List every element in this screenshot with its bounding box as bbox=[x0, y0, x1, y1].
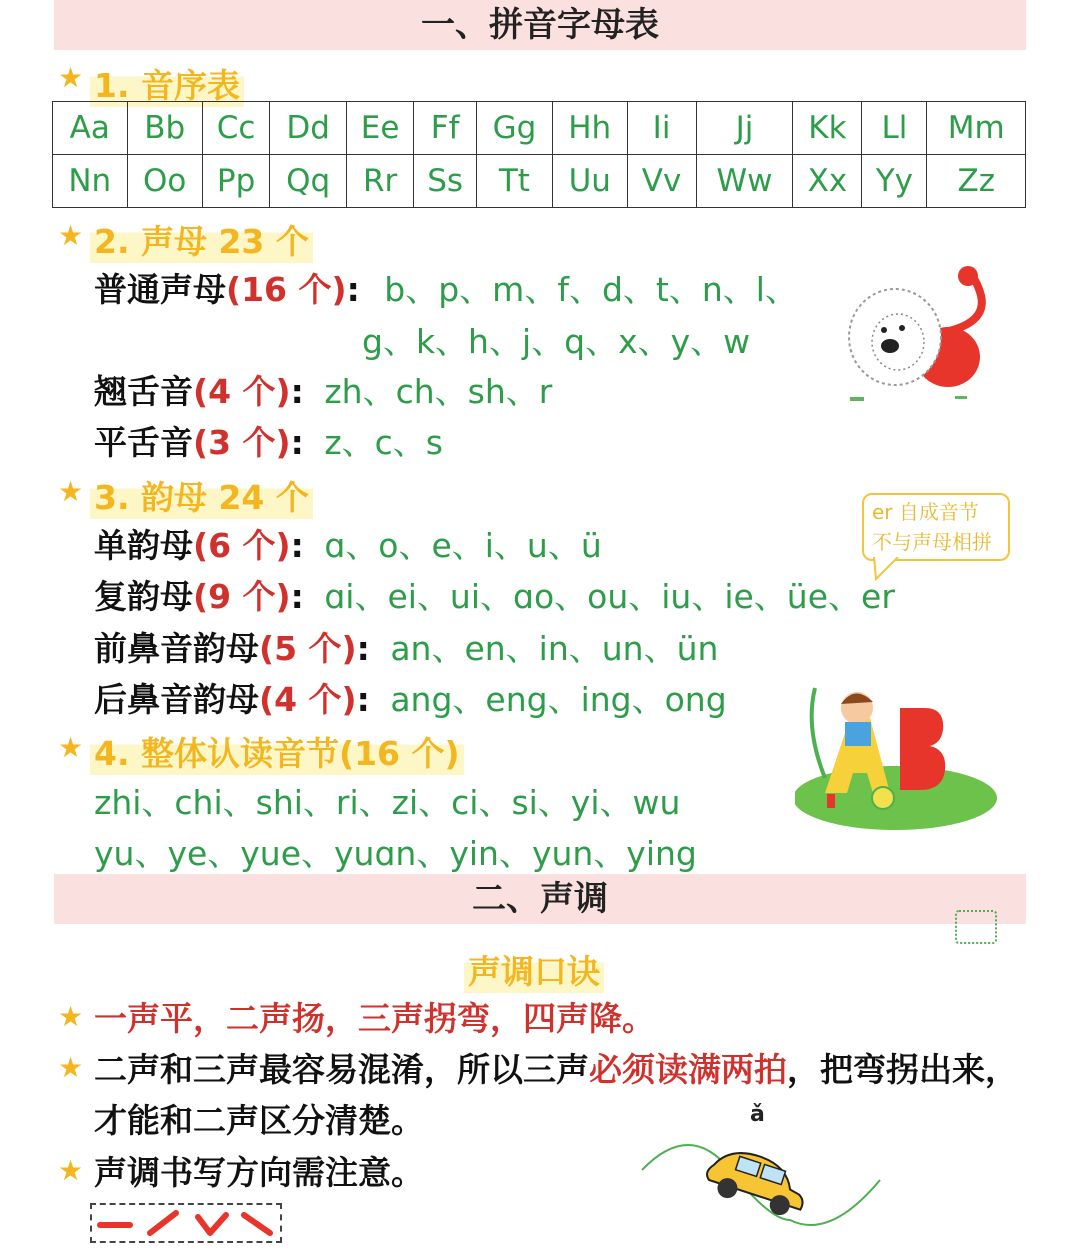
section2-title: 二、声调 bbox=[472, 879, 608, 919]
tone-line3: 才能和二声区分清楚。 bbox=[94, 1101, 424, 1140]
alphabet-cell: Ll bbox=[862, 102, 927, 155]
alphabet-cell: Vv bbox=[627, 155, 696, 208]
common-initials-line1: b、p、m、f、d、t、n、l、 bbox=[384, 270, 798, 309]
alphabet-cell: Ee bbox=[346, 102, 413, 155]
front-nasal-count: (5 个) bbox=[259, 629, 357, 668]
retroflex-row bbox=[94, 370, 552, 414]
dotted-box-decoration bbox=[955, 910, 997, 944]
alphabet-cell: Bb bbox=[127, 102, 202, 155]
alphabet-cell: Ww bbox=[696, 155, 793, 208]
back-nasal-row bbox=[94, 678, 727, 722]
retroflex-label: 翘舌音 bbox=[94, 372, 193, 411]
alphabet-cell: Ii bbox=[627, 102, 696, 155]
alphabet-cell: Zz bbox=[927, 155, 1026, 208]
flat-label: 平舌音 bbox=[94, 423, 193, 462]
alphabet-cell: Yy bbox=[862, 155, 927, 208]
bubble-line1: er 自成音节 bbox=[872, 500, 979, 524]
alphabet-table bbox=[52, 101, 1026, 208]
alphabet-cell: Oo bbox=[127, 155, 202, 208]
star-icon: ★ bbox=[58, 475, 84, 508]
compound-finals-row bbox=[94, 575, 895, 619]
alphabet-cell: Ff bbox=[414, 102, 477, 155]
tone-rhyme-title: 声调口诀 bbox=[464, 946, 604, 993]
front-nasal-row bbox=[94, 627, 718, 671]
star-icon: ★ bbox=[58, 1051, 84, 1084]
alphabet-cell: Mm bbox=[927, 102, 1026, 155]
alphabet-cell: Pp bbox=[202, 155, 269, 208]
alphabet-cell: Rr bbox=[346, 155, 413, 208]
compound-finals-count: (9 个) bbox=[193, 577, 291, 616]
alphabet-cell: Tt bbox=[476, 155, 552, 208]
back-nasal-label: 后鼻音韵母 bbox=[94, 680, 259, 719]
boy-letters-illustration bbox=[795, 668, 1000, 833]
back-nasal-value: ang、eng、ing、ong bbox=[390, 680, 727, 719]
item4-title: 4. 整体认读音节(16 个) bbox=[90, 728, 464, 775]
common-initials-row bbox=[94, 268, 798, 312]
alphabet-cell: Hh bbox=[552, 102, 627, 155]
back-nasal-count: (4 个) bbox=[259, 680, 357, 719]
alphabet-cell: Uu bbox=[552, 155, 627, 208]
alphabet-cell: Dd bbox=[270, 102, 347, 155]
flat-row bbox=[94, 421, 443, 465]
colon: : bbox=[290, 526, 304, 565]
alphabet-cell: Jj bbox=[696, 102, 793, 155]
common-initials-line2: g、k、h、j、q、x、y、w bbox=[362, 322, 751, 361]
single-finals-row bbox=[94, 524, 602, 568]
star-icon: ★ bbox=[58, 219, 84, 252]
alphabet-cell: Ss bbox=[414, 155, 477, 208]
star-icon: ★ bbox=[58, 731, 84, 764]
car-illustration bbox=[640, 1130, 890, 1240]
front-nasal-label: 前鼻音韵母 bbox=[94, 629, 259, 668]
retroflex-count: (4 个) bbox=[193, 372, 291, 411]
tone-line2-post: ，把弯拐出来， bbox=[787, 1050, 1018, 1089]
colon: : bbox=[290, 577, 304, 616]
tone-strokes bbox=[90, 1203, 282, 1243]
colon: : bbox=[356, 629, 370, 668]
single-finals-value: ɑ、o、e、i、u、ü bbox=[324, 526, 602, 565]
car-tone-label: ǎ bbox=[750, 1102, 765, 1127]
colon: : bbox=[346, 270, 360, 309]
front-nasal-value: an、en、in、un、ün bbox=[390, 629, 719, 668]
alphabet-row2 bbox=[53, 155, 1026, 208]
single-finals-count: (6 个) bbox=[193, 526, 291, 565]
alphabet-cell: Aa bbox=[53, 102, 128, 155]
retroflex-value: zh、ch、sh、r bbox=[324, 372, 553, 411]
star-icon: ★ bbox=[58, 1154, 84, 1187]
colon: : bbox=[290, 372, 304, 411]
item1-title: 1. 音序表 bbox=[90, 60, 244, 107]
bubble-line2: 不与声母相拼 bbox=[872, 530, 992, 554]
tone-line1: 一声平，二声扬，三声拐弯，四声降。 bbox=[94, 999, 655, 1038]
common-initials-count: (16 个) bbox=[226, 270, 347, 309]
compound-finals-value: ɑi、ei、ui、ɑo、ou、iu、ie、üe、er bbox=[324, 577, 895, 616]
whole-syllables-line1: zhi、chi、shi、ri、zi、ci、si、yi、wu bbox=[94, 783, 681, 822]
single-finals-label: 单韵母 bbox=[94, 526, 193, 565]
alphabet-cell: Nn bbox=[53, 155, 128, 208]
flat-value: z、c、s bbox=[324, 423, 443, 462]
section1-band bbox=[54, 0, 1026, 50]
lion-illustration bbox=[840, 262, 990, 407]
section1-title: 一、拼音字母表 bbox=[421, 5, 659, 45]
alphabet-cell: Gg bbox=[476, 102, 552, 155]
item3-title: 3. 韵母 24 个 bbox=[90, 472, 313, 519]
alphabet-cell: Kk bbox=[793, 102, 862, 155]
colon: : bbox=[290, 423, 304, 462]
section2-band bbox=[54, 874, 1026, 924]
whole-syllables-line2: yu、ye、yue、yuɑn、yin、yun、ying bbox=[94, 834, 697, 873]
alphabet-cell: Xx bbox=[793, 155, 862, 208]
er-note-bubble bbox=[862, 493, 1010, 561]
tone-line2-pre: 二声和三声最容易混淆，所以三声 bbox=[94, 1050, 589, 1089]
tone-strokes-icon bbox=[92, 1205, 280, 1241]
colon: : bbox=[356, 680, 370, 719]
compound-finals-label: 复韵母 bbox=[94, 577, 193, 616]
tone-line2-emphasis: 必须读满两拍 bbox=[589, 1050, 787, 1089]
alphabet-cell: Cc bbox=[202, 102, 269, 155]
item2-title: 2. 声母 23 个 bbox=[90, 216, 313, 263]
tone-line2 bbox=[94, 1048, 1018, 1092]
star-icon: ★ bbox=[58, 1000, 84, 1033]
alphabet-cell: Qq bbox=[270, 155, 347, 208]
flat-count: (3 个) bbox=[193, 423, 291, 462]
tone-line4: 声调书写方向需注意。 bbox=[94, 1153, 424, 1192]
alphabet-row1 bbox=[53, 102, 1026, 155]
common-initials-label: 普通声母 bbox=[94, 270, 226, 309]
star-icon: ★ bbox=[58, 61, 84, 94]
